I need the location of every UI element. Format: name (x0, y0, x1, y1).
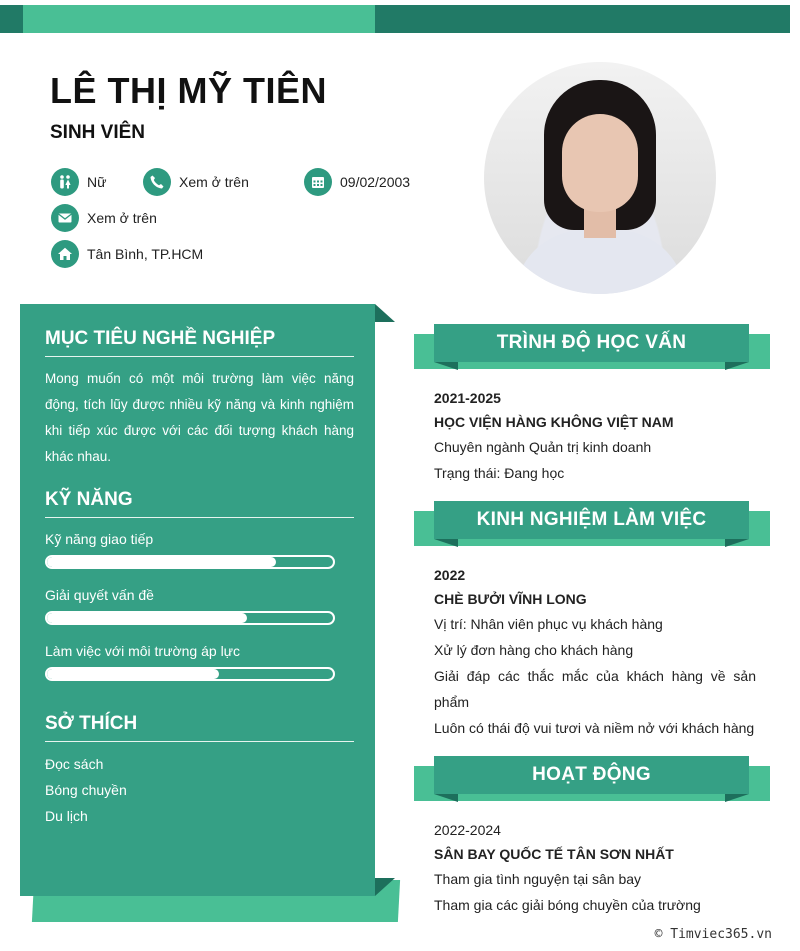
experience-line: Luôn có thái độ vui tươi và niềm nở với khách hàng (434, 720, 755, 736)
gender-info (51, 168, 106, 196)
education-banner (414, 324, 770, 369)
activities-line: Tham gia các giải bóng chuyền của trường (434, 897, 701, 913)
candidate-name: LÊ THỊ MỸ TIÊN (50, 70, 327, 111)
skills-title: KỸ NĂNG (45, 489, 133, 510)
education-title: TRÌNH ĐỘ HỌC VẤN (434, 324, 749, 362)
phone-icon (143, 168, 171, 196)
calendar-icon (304, 168, 332, 196)
education-period: 2021-2025 (434, 390, 501, 406)
divider (45, 356, 354, 357)
birthday-value: 09/02/2003 (340, 174, 411, 190)
skill-bar (45, 611, 335, 625)
experience-line: Xử lý đơn hàng cho khách hàng (434, 642, 634, 658)
divider (45, 517, 354, 518)
activities-title: HOẠT ĐỘNG (434, 756, 749, 794)
skill-label: Giải quyết vấn đề (45, 587, 154, 603)
email-info (51, 204, 157, 232)
education-school: HỌC VIỆN HÀNG KHÔNG VIỆT NAM (434, 414, 674, 430)
gender-value: Nữ (87, 174, 107, 190)
panel-fold (375, 304, 395, 322)
education-major: Chuyên ngành Quản trị kinh doanh (434, 439, 652, 455)
skill-label: Làm việc với môi trường áp lực (45, 643, 241, 659)
hobby-item: Đọc sách (45, 756, 104, 772)
gender-icon (51, 168, 79, 196)
envelope-icon (51, 204, 79, 232)
panel-fold (375, 878, 395, 896)
hobby-item: Bóng chuyền (45, 782, 127, 798)
phone-value: Xem ở trên (179, 174, 249, 190)
home-icon (51, 240, 79, 268)
experience-banner (414, 501, 770, 546)
footer-credit: © Timviec365.vn (654, 927, 772, 942)
activities-banner (414, 756, 770, 801)
phone-info (143, 168, 249, 196)
experience-line: Giải đáp các thắc mắc của khách hàng về sản phẩm (434, 668, 756, 710)
experience-title: KINH NGHIỆM LÀM VIỆC (434, 501, 749, 539)
hobby-item: Du lịch (45, 808, 88, 824)
objective-title: MỤC TIÊU NGHỀ NGHIỆP (45, 328, 276, 349)
profile-photo (484, 62, 716, 294)
skill-bar (45, 555, 335, 569)
experience-period: 2022 (434, 567, 466, 583)
address-info (51, 240, 203, 268)
activities-line: Tham gia tình nguyện tại sân bay (434, 871, 642, 887)
top-bar-accent (23, 5, 375, 33)
job-title: SINH VIÊN (50, 122, 146, 143)
address-value: Tân Bình, TP.HCM (87, 246, 204, 262)
experience-company: CHÈ BƯỞI VĨNH LONG (434, 591, 587, 607)
skill-label: Kỹ năng giao tiếp (45, 531, 154, 547)
birthday-info (304, 168, 410, 196)
activities-period: 2022-2024 (434, 822, 501, 838)
education-status: Trạng thái: Đang học (434, 465, 565, 481)
skill-bar (45, 667, 335, 681)
hobbies-title: SỞ THÍCH (45, 713, 138, 734)
objective-text: Mong muốn có một môi trường làm việc năng động, tích lũy được nhiều kỹ năng và kinh nghiệm khi tiếp xúc được với các đối tượng khách hàng khác nhau. (45, 371, 354, 464)
left-panel (20, 304, 375, 896)
experience-line: Vị trí: Nhân viên phục vụ khách hàng (434, 616, 663, 632)
activities-org: SÂN BAY QUỐC TẾ TÂN SƠN NHẤT (434, 846, 674, 862)
email-value: Xem ở trên (87, 210, 157, 226)
divider (45, 741, 354, 742)
